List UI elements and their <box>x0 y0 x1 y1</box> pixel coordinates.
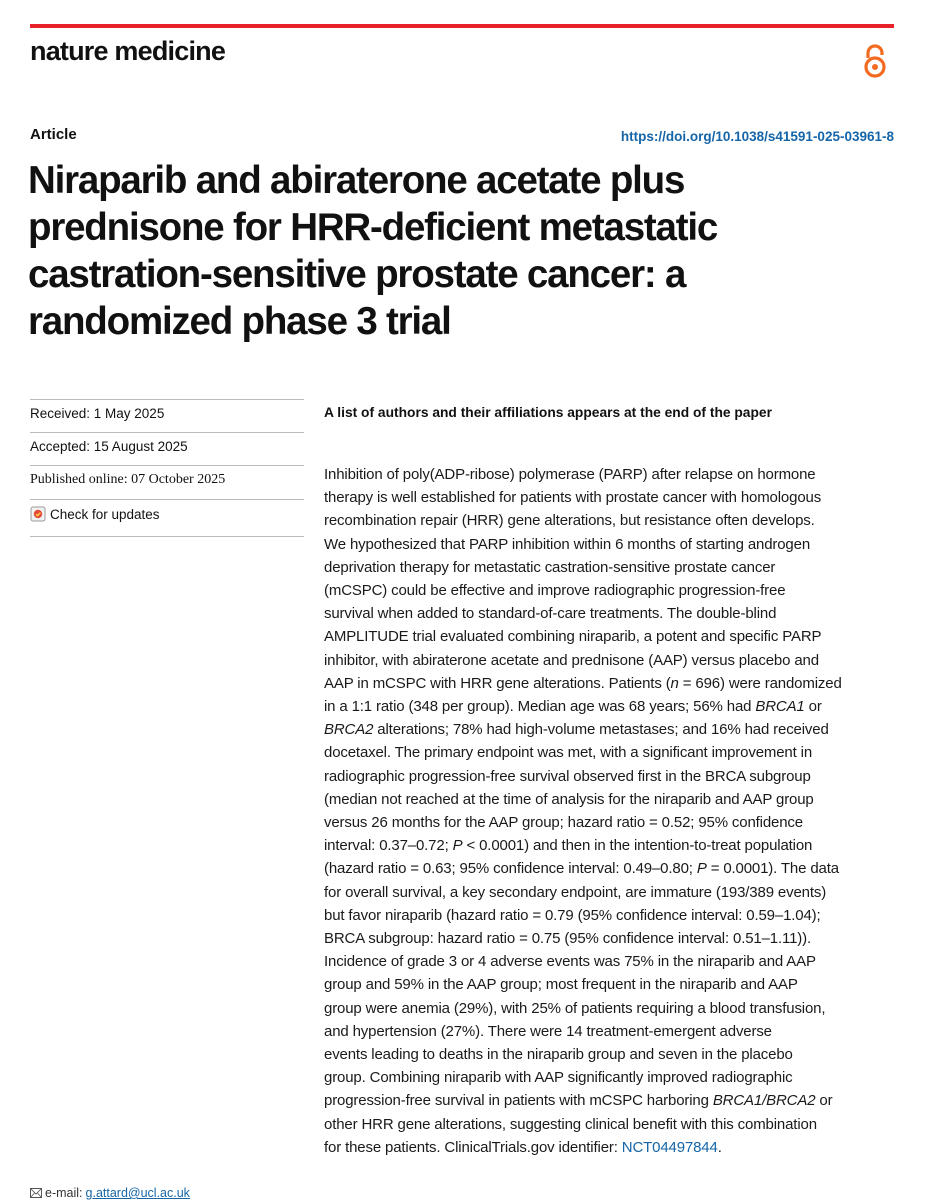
abstract-line: BRCA2 alterations; 78% had high-volume metastases; and 16% had received <box>324 721 829 739</box>
abstract-line: BRCA subgroup: hazard ratio = 0.75 (95% confidence interval: 0.51–1.11)). <box>324 930 811 948</box>
abstract-line: We hypothesized that PARP inhibition within 6 months of starting androgen <box>324 535 811 553</box>
abstract-line: for these patients. ClinicalTrials.gov identifier: NCT04497844. <box>324 1138 722 1156</box>
abstract-line: AMPLITUDE trial evaluated combining niraparib, a potent and specific PARP <box>324 628 822 646</box>
title-line: randomized phase 3 trial <box>28 300 451 343</box>
abstract-line: Inhibition of poly(ADP-ribose) polymerase (PARP) after relapse on hormone <box>324 466 816 483</box>
abstract-line: versus 26 months for the AAP group; hazard ratio = 0.52; 95% confidence <box>324 814 803 832</box>
abstract-line: (median not reached at the time of analysis for the niraparib and AAP group <box>324 790 814 808</box>
abstract-line: but favor niraparib (hazard ratio = 0.79 (95% confidence interval: 0.59–1.04); <box>324 906 821 924</box>
article-type-label: Article <box>30 126 77 143</box>
received-date: Received: 1 May 2025 <box>30 399 304 432</box>
abstract-line: Incidence of grade 3 or 4 adverse events was 75% in the niraparib and AAP <box>324 953 816 971</box>
abstract-line: docetaxel. The primary endpoint was met, with a significant improvement in <box>324 744 813 762</box>
article-title <box>28 157 888 345</box>
abstract-line: deprivation therapy for metastatic castration-sensitive prostate cancer <box>324 558 776 576</box>
check-for-updates-button[interactable] <box>30 499 304 537</box>
abstract-line: events leading to deaths in the niraparib group and seven in the placebo <box>324 1046 793 1064</box>
abstract-line: for overall survival, a key secondary endpoint, are immature (193/389 events) <box>324 883 827 901</box>
article-history-sidebar <box>30 399 304 537</box>
abstract-line: group. Combining niraparib with AAP significantly improved radiographic <box>324 1069 793 1087</box>
abstract-line: progression-free survival in patients with mCSPC harboring BRCA1/BRCA2 or <box>324 1092 833 1110</box>
doi-link[interactable]: https://doi.org/10.1038/s41591-025-03961-8 <box>620 129 894 144</box>
accepted-date: Accepted: 15 August 2025 <box>30 432 304 465</box>
corresponding-email <box>30 1186 190 1200</box>
abstract-line: in a 1:1 ratio (348 per group). Median age was 68 years; 56% had BRCA1 or <box>324 698 822 716</box>
published-date: Published online: 07 October 2025 <box>30 465 304 499</box>
title-line: prednisone for HRR-deficient metastatic <box>28 206 718 249</box>
email-label: e-mail: <box>45 1186 83 1200</box>
abstract-line: (mCSPC) could be effective and improve radiographic progression-free <box>324 582 786 600</box>
abstract-line: inhibitor, with abiraterone acetate and prednisone (AAP) versus placebo and <box>324 651 819 669</box>
check-for-updates-icon <box>30 506 46 522</box>
email-link[interactable]: g.attard@ucl.ac.uk <box>85 1186 190 1200</box>
abstract-line: interval: 0.37–0.72; P < 0.0001) and then in the intention-to-treat population <box>324 837 813 855</box>
abstract-line: group and 59% in the AAP group; most frequent in the niraparib and AAP <box>324 976 798 994</box>
title-line: Niraparib and abiraterone acetate plus <box>28 159 685 202</box>
title-line: castration-sensitive prostate cancer: a <box>28 253 686 296</box>
abstract-text <box>324 463 894 1159</box>
check-for-updates-label: Check for updates <box>50 506 160 522</box>
abstract-line: other HRR gene alterations, suggesting clinical benefit with this combination <box>324 1115 817 1133</box>
open-access-icon <box>862 44 888 78</box>
abstract-line: (hazard ratio = 0.63; 95% confidence interval: 0.49–0.80; P = 0.0001). The data <box>324 860 839 878</box>
abstract-line: survival when added to standard-of-care treatments. The double-blind <box>324 605 777 623</box>
journal-name[interactable]: nature medicine <box>30 36 226 66</box>
journal-header-rule <box>30 24 894 28</box>
abstract-line: and hypertension (27%). There were 14 treatment-emergent adverse <box>324 1022 772 1040</box>
authors-affiliation-note: A list of authors and their affiliations appears at the end of the paper <box>324 405 772 420</box>
abstract-line: radiographic progression-free survival observed first in the BRCA subgroup <box>324 767 811 785</box>
abstract-line: therapy is well established for patients with prostate cancer with homologous <box>324 489 822 507</box>
abstract-line: recombination repair (HRR) gene alterations, but resistance often develops. <box>324 512 815 530</box>
abstract-line: group were anemia (29%), with 25% of patients requiring a blood transfusion, <box>324 999 826 1017</box>
abstract-line: AAP in mCSPC with HRR gene alterations. Patients (n = 696) were randomized <box>324 674 842 692</box>
envelope-icon <box>30 1188 42 1198</box>
trial-id-link[interactable]: NCT04497844 <box>621 1138 718 1156</box>
